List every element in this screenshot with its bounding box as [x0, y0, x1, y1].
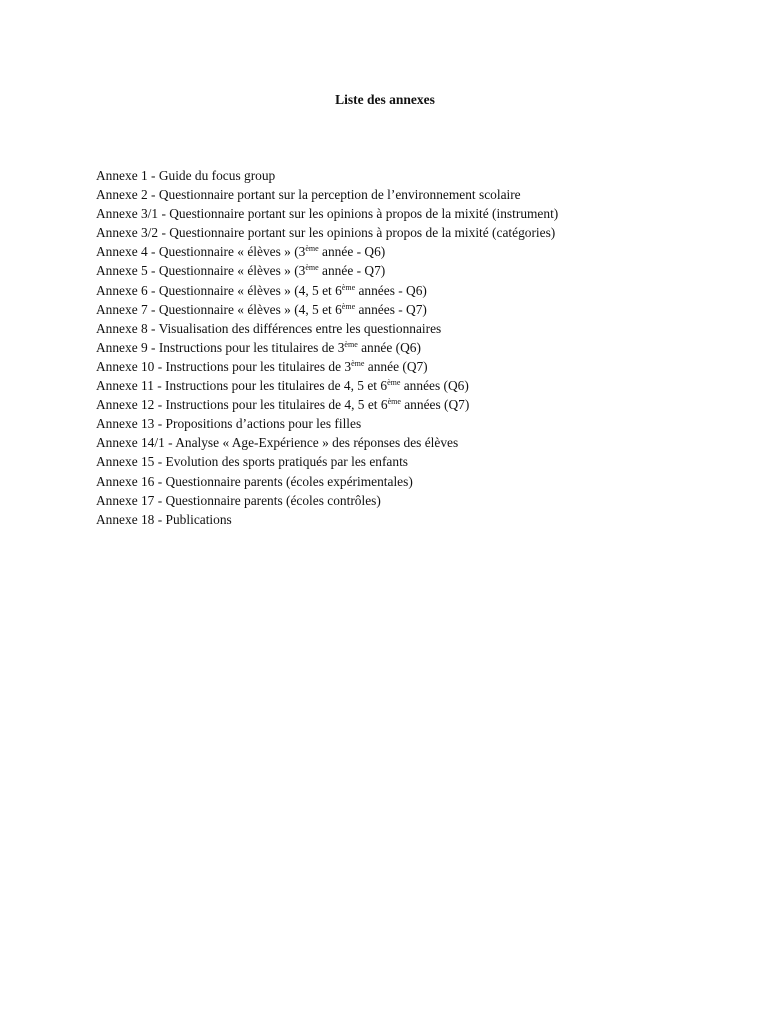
- ordinal-superscript: ème: [305, 263, 319, 273]
- annex-text-end: années (Q6): [400, 378, 469, 394]
- annex-text: Annexe 15 - Evolution des sports pratiqués par les enfants: [96, 454, 409, 470]
- annex-text-end: année (Q6): [357, 339, 421, 355]
- annex-text: Annexe 3/2 - Questionnaire portant sur les opinions à propos de la mixité (catégories): [96, 225, 556, 241]
- annex-item: [96, 395, 736, 414]
- annex-item: [96, 338, 736, 357]
- annex-item: [96, 491, 736, 510]
- annex-text-end: années - Q7): [355, 301, 427, 317]
- ordinal-superscript: ème: [387, 397, 401, 407]
- annex-item: [96, 261, 736, 280]
- annex-text: Annexe 16 - Questionnaire parents (écoles expérimentales): [96, 473, 413, 489]
- annex-text-end: année - Q7): [318, 263, 386, 279]
- annex-text: Annexe 13 - Propositions d’actions pour les filles: [96, 416, 362, 432]
- page-title: Liste des annexes: [335, 92, 435, 107]
- annex-text-end: année - Q6): [318, 244, 386, 260]
- ordinal-superscript: ème: [387, 378, 401, 388]
- annex-text: Annexe 14/1 - Analyse « Age-Expérience » des réponses des élèves: [96, 435, 459, 451]
- annex-text: Annexe 11 - Instructions pour les titulaires de 4, 5 et 6: [96, 378, 388, 394]
- annex-text: Annexe 2 - Questionnaire portant sur la perception de l’environnement scolaire: [96, 187, 521, 203]
- annex-text: Annexe 18 - Publications: [96, 511, 232, 527]
- annex-item: [96, 433, 736, 452]
- ordinal-superscript: ème: [351, 358, 365, 368]
- annex-item: [96, 223, 736, 242]
- annex-text: Annexe 1 - Guide du focus group: [96, 168, 276, 183]
- annex-text-end: année (Q7): [364, 358, 428, 374]
- annex-text: Annexe 3/1 - Questionnaire portant sur les opinions à propos de la mixité (instrument): [96, 206, 559, 222]
- annex-item: [96, 510, 736, 529]
- annex-item: [96, 242, 736, 261]
- annex-text-end: années - Q6): [355, 282, 427, 298]
- annex-item: [96, 300, 736, 319]
- annex-text: Annexe 10 - Instructions pour les titulaires de 3: [96, 358, 352, 374]
- annex-text: Annexe 5 - Questionnaire « élèves » (3: [96, 263, 306, 279]
- annex-text: Annexe 8 - Visualisation des différences entre les questionnaires: [96, 320, 442, 336]
- ordinal-superscript: ème: [341, 282, 356, 292]
- ordinal-superscript: ème: [344, 339, 358, 349]
- annex-text: Annexe 7 - Questionnaire « élèves » (4, 5 et 6: [96, 301, 342, 317]
- ordinal-superscript: ème: [341, 301, 356, 311]
- annex-item: [96, 376, 736, 395]
- annex-text: Annexe 9 - Instructions pour les titulaires de 3: [96, 339, 345, 355]
- annex-item: [96, 452, 736, 471]
- annex-item: [96, 414, 736, 433]
- annex-text: Annexe 17 - Questionnaire parents (écoles contrôles): [96, 492, 381, 508]
- annex-item: [96, 281, 736, 300]
- ordinal-superscript: ème: [305, 244, 319, 254]
- annex-list: [96, 166, 736, 529]
- annex-text-end: années (Q7): [400, 397, 470, 413]
- annex-item: [96, 319, 736, 338]
- annex-item: [96, 357, 736, 376]
- annex-text: Annexe 6 - Questionnaire « élèves » (4, 5 et 6: [96, 282, 342, 298]
- annex-item: [96, 185, 736, 204]
- annex-item: [96, 166, 736, 185]
- annex-item: [96, 204, 736, 223]
- annex-item: [96, 472, 736, 491]
- annex-text: Annexe 4 - Questionnaire « élèves » (3: [96, 244, 306, 260]
- annex-text: Annexe 12 - Instructions pour les titulaires de 4, 5 et 6: [96, 397, 388, 413]
